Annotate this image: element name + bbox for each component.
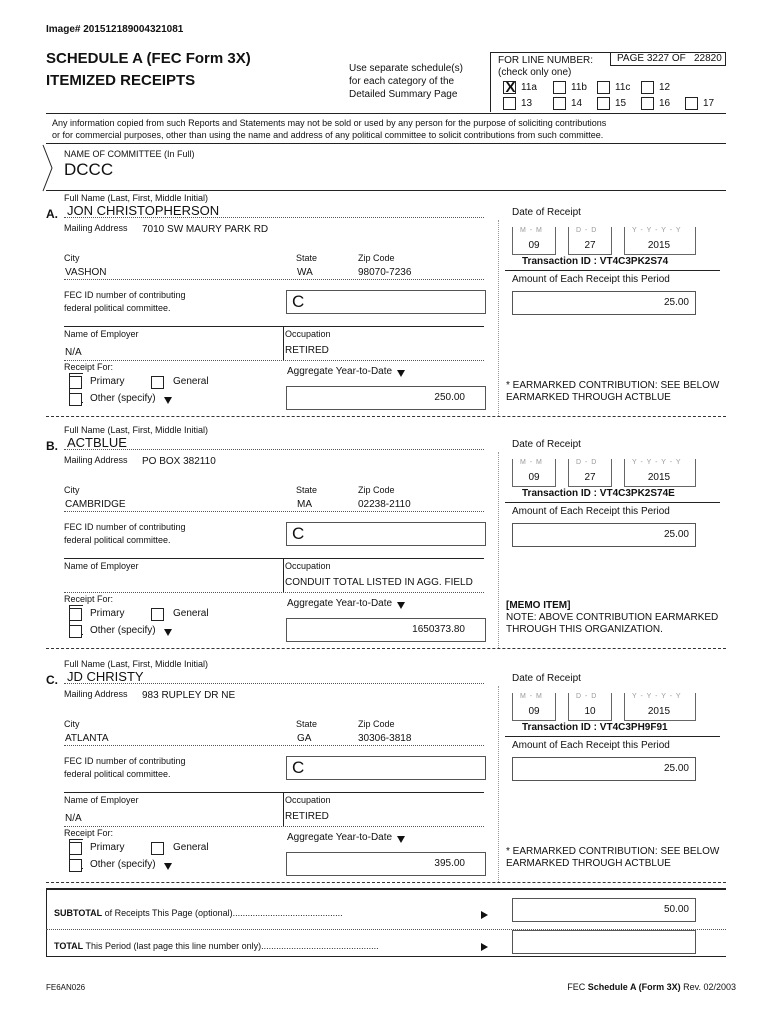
entry-a-day: 27 (584, 240, 596, 251)
entry-c-fec-id-label-2: federal political committee. (64, 769, 171, 779)
entry-a-month: 09 (528, 240, 540, 251)
entry-a-city-label: City (64, 253, 80, 263)
entry-c-occupation: RETIRED (285, 811, 329, 822)
separate-schedule-note: Use separate schedule(s) for each category of the Detailed Summary Page (349, 63, 463, 100)
entry-a-fec-id-label-1: FEC ID number of contributing (64, 290, 186, 300)
entry-c-mailing-address-label: Mailing Address (64, 689, 128, 699)
entry-a-contributor-name: JON CHRISTOPHERSON (67, 203, 220, 218)
entry-a-primary-label: Primary (90, 376, 125, 387)
entry-a-state-label: State (296, 253, 318, 263)
entry-a-fec-id-label-2: federal political committee. (64, 303, 171, 313)
entry-a-year: 2015 (647, 240, 671, 251)
entry-b-other-label: Other (specify) (90, 625, 156, 636)
entry-b-memo-line-2: NOTE: ABOVE CONTRIBUTION EARMARKED (506, 612, 719, 623)
entry-c-other-checkbox[interactable] (69, 859, 82, 872)
line-17-label: 17 (703, 98, 715, 109)
committee-name: DCCC (64, 160, 114, 179)
entry-b-city: CAMBRIDGE (65, 499, 126, 510)
entry-b-other-checkbox[interactable] (69, 625, 82, 638)
entry-a-mailing-address: 7010 SW MAURY PARK RD (142, 224, 269, 235)
entry-a-receipt-for-label: Receipt For: (64, 362, 114, 372)
entry-b-aggregate-arrow-icon (397, 602, 405, 609)
entry-c-day-hint: D - D (576, 693, 598, 700)
entry-b-contributor-name: ACTBLUE (67, 435, 127, 450)
entry-a-day-hint: D - D (576, 227, 598, 234)
entry-b-aggregate-field (286, 618, 486, 642)
entry-c-occupation-label: Occupation (285, 795, 331, 805)
entry-c-mailing-address: 983 RUPLEY DR NE (142, 690, 236, 701)
entry-a-amount-label: Amount of Each Receipt this Period (512, 274, 670, 285)
entry-c-zip: 30306-3818 (358, 733, 412, 744)
entry-a-year-hint: Y - Y - Y - Y (632, 227, 682, 234)
entry-a-date-of-receipt-label: Date of Receipt (512, 207, 581, 218)
entry-a-aggregate-label: Aggregate Year-to-Date (287, 366, 393, 377)
entry-a-other-label: Other (specify) (90, 393, 156, 404)
entry-c-aggregate-value: 395.00 (434, 858, 465, 869)
total-arrow-icon (481, 943, 488, 951)
entry-b-transaction-id: Transaction ID : VT4C3PK2S74E (522, 488, 675, 499)
entry-a-memo-line-2: EARMARKED THROUGH ACTBLUE (506, 392, 671, 403)
entry-c-memo-line-2: EARMARKED THROUGH ACTBLUE (506, 858, 671, 869)
entry-a-transaction-id: Transaction ID : VT4C3PK2S74 (522, 256, 669, 267)
entry-a-amount-value: 25.00 (663, 297, 689, 308)
line-11a-label: 11a (521, 82, 537, 93)
line-number-label: FOR LINE NUMBER: (498, 55, 594, 66)
entry-c-state: GA (297, 733, 312, 744)
entry-b-city-label: City (64, 485, 80, 495)
line-17-checkbox[interactable] (685, 97, 698, 110)
line-16-checkbox[interactable] (641, 97, 654, 110)
committee-bracket-icon (41, 143, 55, 193)
entry-b-day-hint: D - D (576, 459, 598, 466)
disclaimer: Any information copied from such Reports and Statements may not be sold or used by any person for the purpose of soliciting contributions or for commercial purposes, other than using the name and address of any political committee to solicit contributions from such committee. (52, 118, 607, 140)
line-15-checkbox[interactable] (597, 97, 610, 110)
entry-c-other-label: Other (specify) (90, 859, 156, 870)
entry-c-year-hint: Y - Y - Y - Y (632, 693, 682, 700)
line-13-checkbox[interactable] (503, 97, 516, 110)
line-14-label: 14 (571, 98, 583, 109)
entry-c-receipt-for-label: Receipt For: (64, 828, 114, 838)
entry-c-state-label: State (296, 719, 318, 729)
entry-a-month-hint: M - M (520, 227, 543, 234)
form-code: FE6AN026 (46, 983, 86, 992)
entry-b-general-label: General (173, 608, 209, 619)
entry-a-zip-label: Zip Code (358, 253, 395, 263)
subtotal-value: 50.00 (663, 904, 689, 915)
entry-c-fec-id-field[interactable] (286, 756, 486, 780)
entry-c-general-label: General (173, 842, 209, 853)
entry-b-year: 2015 (647, 472, 671, 483)
line-11b-label: 11b (571, 82, 587, 93)
entry-b-letter: B. (46, 439, 58, 453)
entry-c-letter: C. (46, 673, 58, 687)
entry-c-contributor-name: JD CHRISTY (67, 669, 144, 684)
entry-b-primary-label: Primary (90, 608, 125, 619)
entry-a-general-checkbox[interactable] (151, 376, 164, 389)
entry-c-primary-checkbox[interactable] (69, 842, 82, 855)
entry-c-zip-label: Zip Code (358, 719, 395, 729)
entry-b-memo-line-3: THROUGH THIS ORGANIZATION. (506, 624, 663, 635)
line-15-label: 15 (615, 98, 627, 109)
entry-b-mailing-address-label: Mailing Address (64, 455, 128, 465)
entry-a-general-label: General (173, 376, 209, 387)
entry-b-amount-label: Amount of Each Receipt this Period (512, 506, 670, 517)
entry-c-primary-label: Primary (90, 842, 125, 853)
entry-c-fec-id-prefix: C (292, 758, 305, 777)
entry-b-day: 27 (584, 472, 596, 483)
entry-b-date-of-receipt-label: Date of Receipt (512, 439, 581, 450)
line-12-label: 12 (659, 82, 671, 93)
entry-a-fec-id-prefix: C (292, 292, 305, 311)
entry-b-state-label: State (296, 485, 318, 495)
entry-c-amount-value: 25.00 (663, 763, 689, 774)
entry-a-primary-checkbox[interactable] (69, 376, 82, 389)
entry-a-other-checkbox[interactable] (69, 393, 82, 406)
line-11a-checkbox[interactable] (503, 81, 516, 94)
entry-a-occupation: RETIRED (285, 345, 329, 356)
entry-c-full-name-label: Full Name (Last, First, Middle Initial) (64, 659, 209, 669)
entry-b-full-name-label: Full Name (Last, First, Middle Initial) (64, 425, 209, 435)
entry-c-aggregate-label: Aggregate Year-to-Date (287, 832, 393, 843)
entry-a-other-dropdown-icon[interactable] (164, 397, 172, 404)
entry-b-mailing-address: PO BOX 382110 (142, 456, 216, 467)
entry-c-date-of-receipt-label: Date of Receipt (512, 673, 581, 684)
subtotal-label: SUBTOTAL of Receipts This Page (optional)............................................ (54, 908, 343, 918)
entry-a-state: WA (297, 267, 313, 278)
entry-b-occupation-label: Occupation (285, 561, 331, 571)
entry-c-aggregate-arrow-icon (397, 836, 405, 843)
line-16-label: 16 (659, 98, 671, 109)
entry-c-city-label: City (64, 719, 80, 729)
entry-c-month: 09 (528, 706, 540, 717)
entry-b-receipt-for-label: Receipt For: (64, 594, 114, 604)
page-label: PAGE 3227 OF (617, 53, 686, 64)
entry-b-general-checkbox[interactable] (151, 608, 164, 621)
itemized-receipts-title: ITEMIZED RECEIPTS (46, 72, 196, 89)
entry-a-aggregate-value: 250.00 (434, 392, 465, 403)
entry-b-aggregate-label: Aggregate Year-to-Date (287, 598, 393, 609)
entry-a-full-name-label: Full Name (Last, First, Middle Initial) (64, 193, 209, 203)
entry-b-state: MA (297, 499, 312, 510)
entry-b-fec-id-label-2: federal political committee. (64, 535, 171, 545)
page-total: 22820 (694, 53, 722, 64)
entry-a-aggregate-arrow-icon (397, 370, 405, 377)
entry-c-month-hint: M - M (520, 693, 543, 700)
entry-b-fec-id-label-1: FEC ID number of contributing (64, 522, 186, 532)
entry-a-employer-label: Name of Employer (64, 329, 139, 339)
line-12-checkbox[interactable] (641, 81, 654, 94)
entry-c-amount-field (512, 757, 696, 781)
entry-c-fec-id-label-1: FEC ID number of contributing (64, 756, 186, 766)
entry-a-amount-field (512, 291, 696, 315)
entry-a-memo-line-1: * EARMARKED CONTRIBUTION: SEE BELOW (506, 380, 720, 391)
check-only-one-label: (check only one) (498, 67, 572, 78)
subtotal-arrow-icon (481, 911, 488, 919)
entry-c-general-checkbox[interactable] (151, 842, 164, 855)
entry-b-employer-label: Name of Employer (64, 561, 139, 571)
entry-b-memo-line-1: [MEMO ITEM] (506, 600, 571, 611)
entry-c-employer-label: Name of Employer (64, 795, 139, 805)
entry-c-other-dropdown-icon[interactable] (164, 863, 172, 870)
entry-a-fec-id-field[interactable] (286, 290, 486, 314)
entry-b-aggregate-value: 1650373.80 (412, 624, 465, 635)
entry-a-mailing-address-label: Mailing Address (64, 223, 128, 233)
image-id-label: Image# 201512189004321081 (46, 24, 184, 35)
entry-c-day: 10 (584, 706, 596, 717)
line-11c-checkbox[interactable] (597, 81, 610, 94)
line-11b-checkbox[interactable] (553, 81, 566, 94)
entry-c-amount-label: Amount of Each Receipt this Period (512, 740, 670, 751)
entry-b-other-dropdown-icon[interactable] (164, 629, 172, 636)
entry-b-amount-value: 25.00 (663, 529, 689, 540)
entry-a-city: VASHON (65, 267, 107, 278)
line-11c-label: 11c (615, 82, 631, 93)
entry-b-zip-label: Zip Code (358, 485, 395, 495)
schedule-title: SCHEDULE A (FEC Form 3X) (46, 50, 251, 67)
committee-label: NAME OF COMMITTEE (In Full) (64, 149, 195, 159)
entry-c-aggregate-field (286, 852, 486, 876)
entry-b-occupation: CONDUIT TOTAL LISTED IN AGG. FIELD (285, 577, 473, 588)
entry-a-occupation-label: Occupation (285, 329, 331, 339)
entry-c-employer: N/A (65, 813, 82, 824)
entry-a-aggregate-field (286, 386, 486, 410)
entry-a-employer: N/A (65, 347, 82, 358)
total-field (512, 930, 696, 954)
form-footer: FEC Schedule A (Form 3X) Rev. 02/2003 (567, 982, 736, 992)
entry-b-zip: 02238-2110 (358, 499, 411, 510)
line-13-label: 13 (521, 98, 533, 109)
total-label: TOTAL This Period (last page this line number only)............................................... (54, 941, 379, 951)
entry-b-amount-field (512, 523, 696, 547)
entry-b-fec-id-field[interactable] (286, 522, 486, 546)
entry-b-year-hint: Y - Y - Y - Y (632, 459, 682, 466)
line-14-checkbox[interactable] (553, 97, 566, 110)
entry-a-zip: 98070-7236 (358, 267, 412, 278)
entry-b-month: 09 (528, 472, 540, 483)
entry-b-fec-id-prefix: C (292, 524, 305, 543)
subtotal-field (512, 898, 696, 922)
entry-c-city: ATLANTA (65, 733, 109, 744)
entry-c-year: 2015 (647, 706, 671, 717)
entry-b-primary-checkbox[interactable] (69, 608, 82, 621)
entry-c-memo-line-1: * EARMARKED CONTRIBUTION: SEE BELOW (506, 846, 720, 857)
entry-b-month-hint: M - M (520, 459, 543, 466)
entry-a-letter: A. (46, 207, 58, 221)
check-mark-icon: X (505, 79, 516, 96)
entry-c-transaction-id: Transaction ID : VT4C3PH9F91 (522, 722, 668, 733)
